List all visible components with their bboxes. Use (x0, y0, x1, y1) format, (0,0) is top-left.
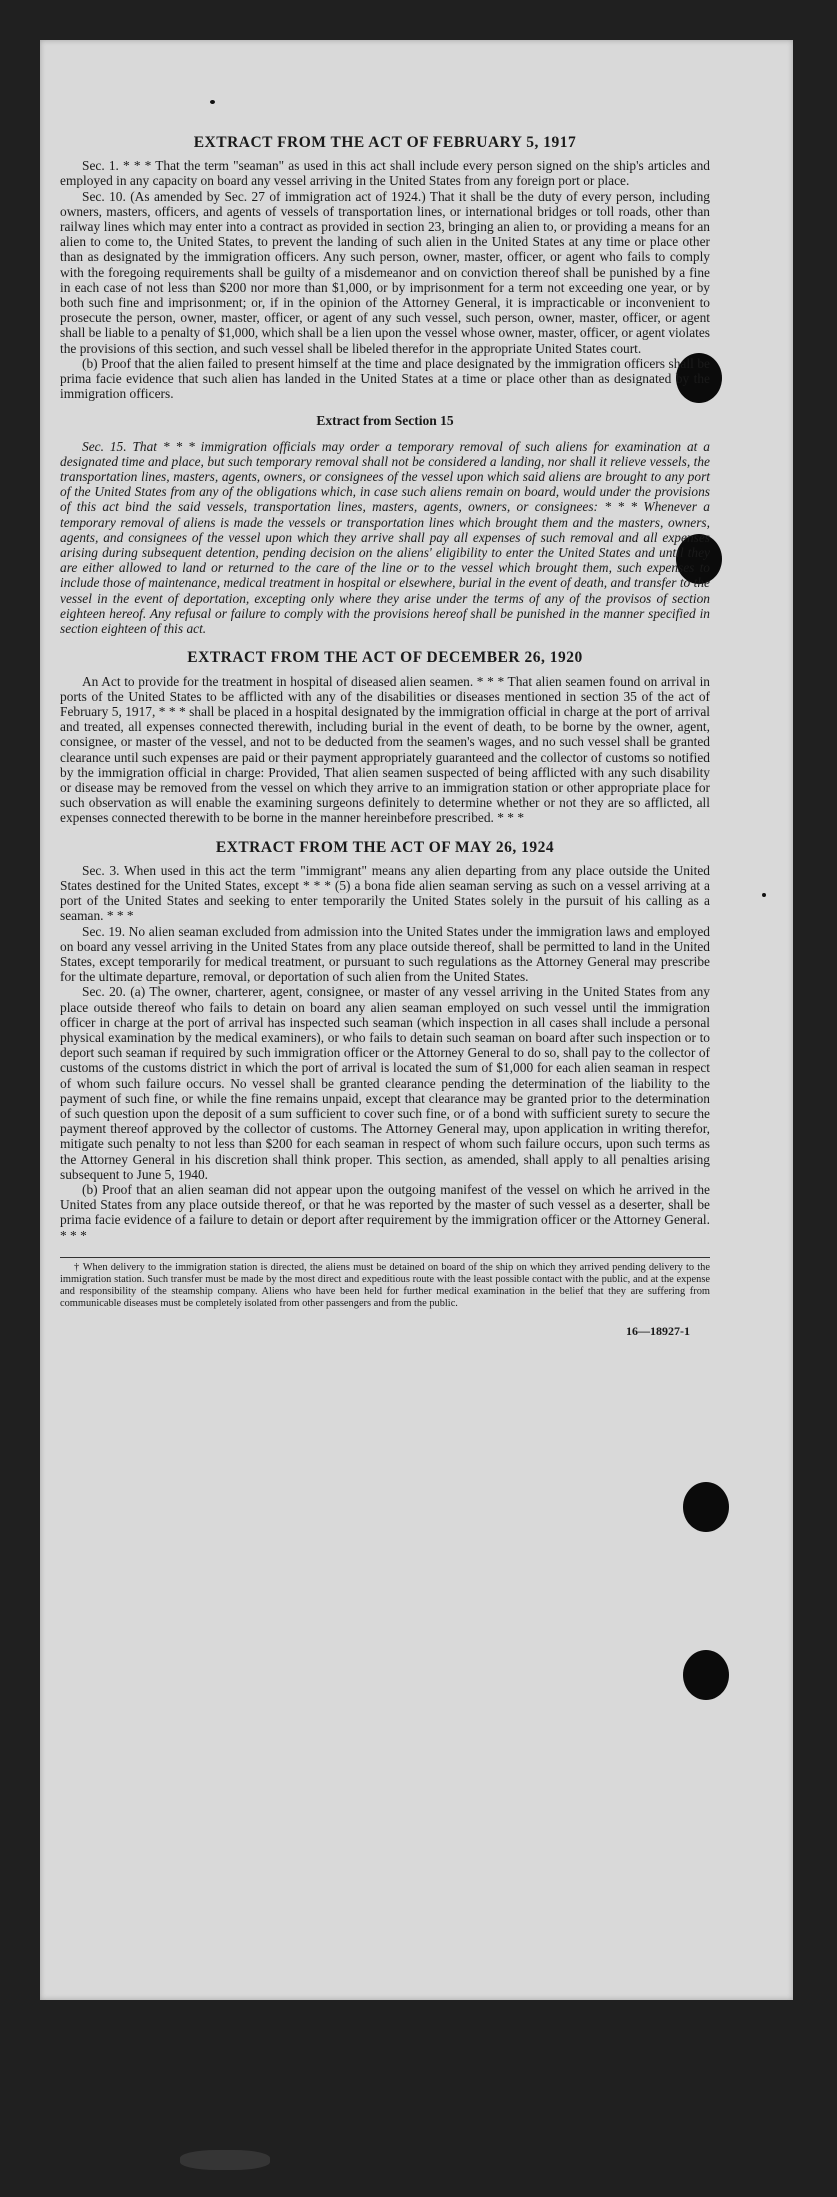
footnote (60, 1257, 710, 1310)
paragraph: Sec. 15. That * * * immigration officials may order a temporary removal of such aliens for examination at a designated time and place, but such temporary removal shall not be considered a landing, nor shall it relieve vessels, the transportation lines, masters, agents, owners, or consignees of the vessel upon which said aliens are brought to any port of the United States from any of the obligations which, in case such aliens remain on board, would under the provisions of this act bind the said vessels, transportation lines, masters, agents, owners, or consignees: * * * Whenever a temporary removal of aliens is made the vessels or transportation lines which brought them and the masters, owners, agents, and consignees of the vessel upon which they arrive shall pay all expenses of such removal and all expenses arising during subsequent detention, pending decision on the aliens' eligibility to enter the United States and until they are either allowed to land or returned to the care of the line or to the vessel which brought them, such expenses to include those of maintenance, medical treatment in hospital or elsewhere, burial in the event of death, and transfer to the vessel in the event of deportation, excepting only where they arise under the terms of any of the provisos of section eighteen hereof. Any refusal or failure to comply with the provisions hereof shall be punished in the manner specified in section eighteen of this act. (60, 438, 710, 637)
ink-speck (210, 100, 215, 104)
ink-speck (762, 893, 766, 897)
paragraph: (b) Proof that the alien failed to present himself at the time and place designated by the immigration officers shall be prima facie evidence that such alien has landed in the United States at a time or place other than as designated by the immigration officers. (60, 355, 710, 402)
footnote-text: † When delivery to the immigration station is directed, the aliens must be detained on board of the ship on which they arrived pending delivery to the immigration station. Such transfer must be made by the most direct and expeditious route with the least possible contact with the public, and at the expense and responsibility of the steamship company. Aliens who have been held for further medical examination in the belief that they are suffering from communicable diseases must be completely isolated from other passengers and from the public. (60, 1261, 710, 1309)
section-act-1924 (60, 840, 710, 1243)
punch-hole (683, 1482, 729, 1532)
section-act-1917 (60, 135, 710, 401)
paragraph: Sec. 19. No alien seaman excluded from admission into the United States under the immigration laws and employed on board any vessel arriving in the United States from any place outside thereof, shall be permitted to land in the United States, except temporarily for medical treatment, or pursuant to such regulations as the Attorney General may prescribe for the ultimate departure, removal, or deportation of such alien from the United States. (60, 923, 710, 985)
paragraph: Sec. 10. (As amended by Sec. 27 of immigration act of 1924.) That it shall be the duty of every person, including owners, masters, officers, and agents of vessels of transportation lines, or international bridges or toll roads, other than railway lines which may enter into a contract as provided in section 23, bringing an alien to, or providing a means for an alien to come to, the United States, to prevent the landing of such alien in the United States at any time or place other than as designated by the immigration officers. Any such person, owner, master, officer, or agent who fails to comply with the foregoing requirements shall be guilty of a misdemeanor and on conviction thereof shall be punished by a fine in each case of not less than $200 nor more than $1,000, or by imprisonment for a term not exceeding one year, or by both such fine and imprisonment; or, if in the opinion of the Attorney General, it is impracticable or inconvenient to prosecute the person, owner, master, officer, or agent of any such vessel, such person, owner, master, officer, or agent shall be liable to a penalty of $1,000, which shall be a lien upon the vessel whose owner, master, officer, or agent violates the provisions of this section, and such vessel shall be libeled therefor in the appropriate United States court. (60, 188, 711, 356)
section-heading: Extract from Section 15 (316, 413, 454, 429)
section-extract-15 (60, 413, 710, 636)
section-act-1920 (60, 650, 710, 825)
paragraph: Sec. 1. * * * That the term "seaman" as used in this act shall include every person signed on the ship's articles and employed in any capacity on board any vessel arriving in the United States from any foreign port or place. (60, 158, 710, 189)
paragraph: Sec. 20. (a) The owner, charterer, agent, consignee, or master of any vessel arriving in the United States from any place outside thereof who fails to detain on board any alien seaman employed on such vessel until the immigration officer in charge at the port of arrival has inspected such seaman (which inspection in all cases shall include a personal physical examination by the medical examiners), or who fails to detain such seaman on board after such inspection or to deport such seaman if required by such immigration officer or the Attorney General to do so, shall pay to the collector of customs of the customs district in which the port of arrival is located the sum of $1,000 for each alien seaman in respect of whom such failure occurs. No vessel shall be granted clearance pending the determination of the liability to the payment of such fine, or while the fine remains unpaid, except that clearance may be granted prior to the determination of such question upon the deposit of a sum sufficient to cover such fine, or of a bond with sufficient surety to secure the payment thereof approved by the collector of customs. The Attorney General may, upon application in writing therefor, mitigate such penalty to not less than $200 for each seaman in respect of whom such failure occurs, upon such terms as the Attorney General in his discretion shall think proper. This section, as amended, shall apply to all penalties arising subsequent to June 5, 1940. (60, 984, 710, 1182)
section-heading: EXTRACT FROM THE ACT OF FEBRUARY 5, 1917 (193, 134, 577, 151)
section-heading: EXTRACT FROM THE ACT OF DECEMBER 26, 1920 (187, 649, 583, 667)
stain (180, 2150, 270, 2170)
document-body (60, 135, 710, 1339)
section-heading: EXTRACT FROM THE ACT OF MAY 26, 1924 (215, 838, 555, 856)
print-code: 16—18927-1 (626, 1323, 690, 1338)
paragraph: (b) Proof that an alien seaman did not appear upon the outgoing manifest of the vessel on which he arrived in the United States from any place outside thereof, or that he was reported by the master of such vessel as a deserter, shall be prima facie evidence of a failure to detain or deport after requirement by the immigration officer or the Attorney General. * * * (60, 1182, 710, 1243)
paragraph: An Act to provide for the treatment in hospital of diseased alien seamen. * * * That alien seamen found on arrival in ports of the United States to be afflicted with any of the disabilities or diseases mentioned in section 35 of the act of February 5, 1917, * * * shall be placed in a hospital designated by the immigration official in charge at the port of arrival and treated, all expenses connected therewith, including burial in the event of death, to be borne by the owner, agent, consignee, or master of the vessel, and not to be deducted from the seamen's wages, and no such vessel shall be granted clearance until such expenses are paid or their payment appropriately guaranteed and the collector of customs so notified by the immigration official in charge: Provided, That alien seamen suspected of being afflicted with any such disability or disease may be removed from the vessel on which they arrive to an immigration station or other appropriate place for such observation as will enable the examining surgeons definitely to determine whether or not they are so afflicted, all expenses connected therewith to be borne in the manner hereinbefore prescribed. * * * (60, 673, 710, 826)
paragraph: Sec. 3. When used in this act the term "immigrant" means any alien departing from any place outside the United States destined for the United States, except * * * (5) a bona fide alien seaman serving as such on a vessel arriving at a port of the United States and seeking to enter temporarily the United States solely in the pursuit of his calling as a seaman. * * * (60, 862, 710, 924)
punch-hole (683, 1650, 729, 1700)
